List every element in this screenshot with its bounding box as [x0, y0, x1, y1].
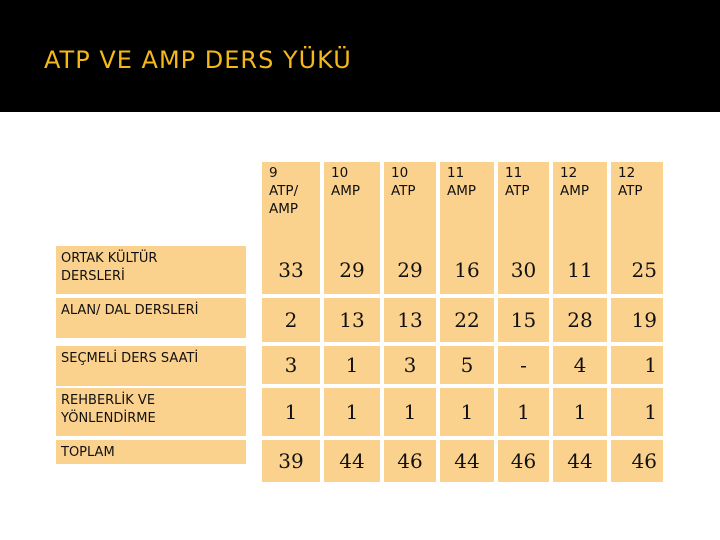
- table-cell: 1: [324, 388, 380, 436]
- table-cell: 25: [611, 246, 663, 294]
- column-header: [498, 162, 549, 246]
- table-cell: 46: [498, 440, 549, 482]
- row-label-line: DERSLERİ: [61, 269, 125, 284]
- table-cell: 46: [384, 440, 436, 482]
- table-cell: 22: [440, 298, 494, 342]
- column-header-line: ATP: [618, 183, 643, 199]
- column-header-line: AMP: [269, 201, 299, 217]
- page-title: ATP VE AMP DERS YÜKÜ: [44, 46, 352, 74]
- table-cell: 3: [384, 346, 436, 384]
- row-label: [56, 298, 246, 338]
- column-header-line: AMP: [331, 183, 361, 199]
- row-label: [56, 388, 246, 436]
- table-cell: 33: [262, 246, 320, 294]
- column-header-line: ATP: [391, 183, 416, 199]
- row-label: [56, 440, 246, 464]
- table-cell: 1: [498, 388, 549, 436]
- row-label-line: ORTAK KÜLTÜR: [61, 251, 158, 266]
- row-label-line: YÖNLENDİRME: [61, 411, 156, 426]
- table-cell: 5: [440, 346, 494, 384]
- table-cell: 1: [440, 388, 494, 436]
- column-header: [324, 162, 380, 246]
- table-cell: 46: [611, 440, 663, 482]
- table-cell: 13: [384, 298, 436, 342]
- column-header-line: AMP: [447, 183, 477, 199]
- table-cell: 15: [498, 298, 549, 342]
- row-label-line: SEÇMELİ DERS SAATİ: [61, 351, 199, 366]
- row-label-line: REHBERLİK VE: [61, 393, 156, 408]
- table-cell: 1: [262, 388, 320, 436]
- table-cell: 4: [553, 346, 607, 384]
- table-cell: 13: [324, 298, 380, 342]
- table-cell: 44: [324, 440, 380, 482]
- column-header: [262, 162, 320, 246]
- row-label-line: ALAN/ DAL DERSLERİ: [61, 303, 199, 318]
- column-header-line: 12: [618, 165, 636, 181]
- row-label: [56, 246, 246, 294]
- column-header: [384, 162, 436, 246]
- table-cell: 1: [611, 346, 663, 384]
- table-cell: 16: [440, 246, 494, 294]
- table-cell: 29: [324, 246, 380, 294]
- column-header-line: 10: [331, 165, 349, 181]
- row-label-line: TOPLAM: [61, 445, 115, 460]
- table-cell: 11: [553, 246, 607, 294]
- column-header: [611, 162, 663, 246]
- table-cell: 1: [611, 388, 663, 436]
- table-cell: 29: [384, 246, 436, 294]
- table-cell: 19: [611, 298, 663, 342]
- column-header-line: 9: [269, 165, 278, 181]
- column-header-line: AMP: [560, 183, 590, 199]
- table-cell: 28: [553, 298, 607, 342]
- column-header-line: ATP: [505, 183, 530, 199]
- column-header-line: 11: [505, 165, 523, 181]
- table-cell: 44: [440, 440, 494, 482]
- column-header-line: 10: [391, 165, 409, 181]
- table-cell: 30: [498, 246, 549, 294]
- column-header-line: 11: [447, 165, 465, 181]
- row-label: [56, 346, 246, 386]
- title-bar: [0, 0, 720, 112]
- table-cell: 1: [553, 388, 607, 436]
- table-cell: 39: [262, 440, 320, 482]
- column-header: [440, 162, 494, 246]
- table-cell: -: [498, 346, 549, 384]
- table-cell: 3: [262, 346, 320, 384]
- table-cell: 1: [324, 346, 380, 384]
- table-cell: 2: [262, 298, 320, 342]
- column-header: [553, 162, 607, 246]
- table-cell: 44: [553, 440, 607, 482]
- column-header-line: ATP/: [269, 183, 299, 199]
- column-header-line: 12: [560, 165, 578, 181]
- table-cell: 1: [384, 388, 436, 436]
